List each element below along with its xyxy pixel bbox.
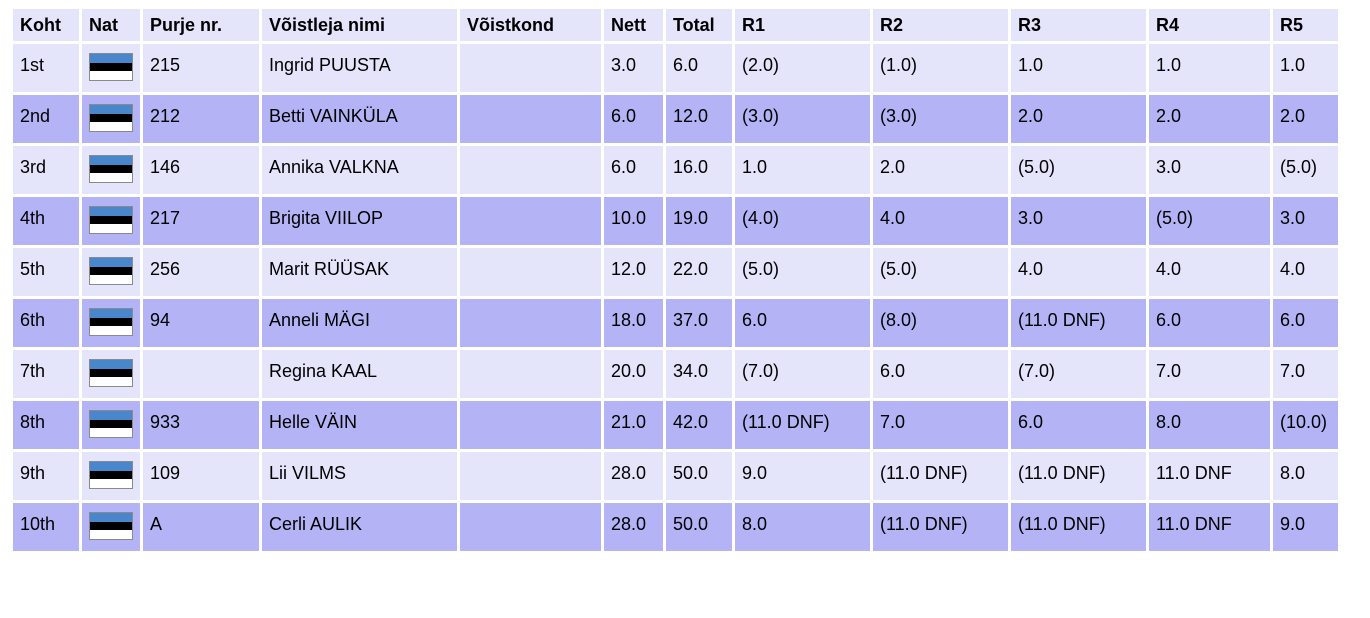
- place-cell: 4th: [13, 197, 79, 245]
- competitor-name-cell: Betti VAINKÜLA: [262, 95, 457, 143]
- place-cell: 5th: [13, 248, 79, 296]
- r1-cell: (11.0 DNF): [735, 401, 870, 449]
- estonia-flag-icon: [89, 206, 133, 234]
- header-total: Total: [666, 9, 732, 41]
- total-cell: 12.0: [666, 95, 732, 143]
- r5-cell: 9.0: [1273, 503, 1338, 551]
- total-cell: 6.0: [666, 44, 732, 92]
- competitor-name-cell: Ingrid PUUSTA: [262, 44, 457, 92]
- r2-cell: (5.0): [873, 248, 1008, 296]
- place-cell: 6th: [13, 299, 79, 347]
- r5-cell: 1.0: [1273, 44, 1338, 92]
- r3-cell: 2.0: [1011, 95, 1146, 143]
- r4-cell: 8.0: [1149, 401, 1270, 449]
- r4-cell: 7.0: [1149, 350, 1270, 398]
- r5-cell: (10.0): [1273, 401, 1338, 449]
- nett-cell: 20.0: [604, 350, 663, 398]
- r5-cell: 7.0: [1273, 350, 1338, 398]
- r5-cell: 8.0: [1273, 452, 1338, 500]
- nett-cell: 12.0: [604, 248, 663, 296]
- r2-cell: (3.0): [873, 95, 1008, 143]
- flag-cell: [82, 401, 140, 449]
- flag-cell: [82, 197, 140, 245]
- total-cell: 42.0: [666, 401, 732, 449]
- nett-cell: 18.0: [604, 299, 663, 347]
- r3-cell: (11.0 DNF): [1011, 503, 1146, 551]
- table-row: [13, 452, 1338, 500]
- results-table: [10, 6, 1341, 554]
- r4-cell: 1.0: [1149, 44, 1270, 92]
- header-koht: Koht: [13, 9, 79, 41]
- r1-cell: (7.0): [735, 350, 870, 398]
- team-cell: [460, 299, 601, 347]
- flag-cell: [82, 146, 140, 194]
- place-cell: 9th: [13, 452, 79, 500]
- r2-cell: (11.0 DNF): [873, 503, 1008, 551]
- sail-number-cell: 215: [143, 44, 259, 92]
- flag-cell: [82, 503, 140, 551]
- header-r1: R1: [735, 9, 870, 41]
- total-cell: 34.0: [666, 350, 732, 398]
- header-r4: R4: [1149, 9, 1270, 41]
- header-nett: Nett: [604, 9, 663, 41]
- sail-number-cell: 212: [143, 95, 259, 143]
- sail-number-cell: 146: [143, 146, 259, 194]
- team-cell: [460, 503, 601, 551]
- r4-cell: 3.0: [1149, 146, 1270, 194]
- estonia-flag-icon: [89, 308, 133, 336]
- r3-cell: (11.0 DNF): [1011, 452, 1146, 500]
- team-cell: [460, 401, 601, 449]
- header-r3: R3: [1011, 9, 1146, 41]
- competitor-name-cell: Annika VALKNA: [262, 146, 457, 194]
- flag-cell: [82, 95, 140, 143]
- r3-cell: (7.0): [1011, 350, 1146, 398]
- team-cell: [460, 44, 601, 92]
- competitor-name-cell: Marit RÜÜSAK: [262, 248, 457, 296]
- header-r2: R2: [873, 9, 1008, 41]
- flag-cell: [82, 452, 140, 500]
- table-row: [13, 401, 1338, 449]
- competitor-name-cell: Lii VILMS: [262, 452, 457, 500]
- r3-cell: (5.0): [1011, 146, 1146, 194]
- r2-cell: 6.0: [873, 350, 1008, 398]
- r1-cell: 9.0: [735, 452, 870, 500]
- table-row: [13, 299, 1338, 347]
- total-cell: 50.0: [666, 503, 732, 551]
- r4-cell: 11.0 DNF: [1149, 452, 1270, 500]
- nett-cell: 3.0: [604, 44, 663, 92]
- r4-cell: (5.0): [1149, 197, 1270, 245]
- r5-cell: 6.0: [1273, 299, 1338, 347]
- table-row: [13, 197, 1338, 245]
- competitor-name-cell: Helle VÄIN: [262, 401, 457, 449]
- team-cell: [460, 248, 601, 296]
- r3-cell: 6.0: [1011, 401, 1146, 449]
- nett-cell: 10.0: [604, 197, 663, 245]
- r2-cell: 2.0: [873, 146, 1008, 194]
- place-cell: 1st: [13, 44, 79, 92]
- header-voistkond: Võistkond: [460, 9, 601, 41]
- sail-number-cell: A: [143, 503, 259, 551]
- team-cell: [460, 146, 601, 194]
- flag-cell: [82, 350, 140, 398]
- r1-cell: 6.0: [735, 299, 870, 347]
- r5-cell: 4.0: [1273, 248, 1338, 296]
- total-cell: 16.0: [666, 146, 732, 194]
- table-row: [13, 146, 1338, 194]
- estonia-flag-icon: [89, 410, 133, 438]
- flag-cell: [82, 299, 140, 347]
- nett-cell: 21.0: [604, 401, 663, 449]
- total-cell: 22.0: [666, 248, 732, 296]
- estonia-flag-icon: [89, 359, 133, 387]
- header-nat: Nat: [82, 9, 140, 41]
- r5-cell: 2.0: [1273, 95, 1338, 143]
- r1-cell: (4.0): [735, 197, 870, 245]
- flag-cell: [82, 248, 140, 296]
- table-row: [13, 503, 1338, 551]
- estonia-flag-icon: [89, 155, 133, 183]
- sail-number-cell: [143, 350, 259, 398]
- table-row: [13, 95, 1338, 143]
- table-row: [13, 44, 1338, 92]
- nett-cell: 6.0: [604, 95, 663, 143]
- header-purje-nr: Purje nr.: [143, 9, 259, 41]
- sail-number-cell: 933: [143, 401, 259, 449]
- r1-cell: 8.0: [735, 503, 870, 551]
- place-cell: 8th: [13, 401, 79, 449]
- team-cell: [460, 197, 601, 245]
- team-cell: [460, 350, 601, 398]
- estonia-flag-icon: [89, 53, 133, 81]
- place-cell: 7th: [13, 350, 79, 398]
- r3-cell: (11.0 DNF): [1011, 299, 1146, 347]
- r3-cell: 3.0: [1011, 197, 1146, 245]
- sail-number-cell: 217: [143, 197, 259, 245]
- competitor-name-cell: Cerli AULIK: [262, 503, 457, 551]
- r2-cell: (11.0 DNF): [873, 452, 1008, 500]
- total-cell: 50.0: [666, 452, 732, 500]
- nett-cell: 28.0: [604, 452, 663, 500]
- sail-number-cell: 256: [143, 248, 259, 296]
- estonia-flag-icon: [89, 104, 133, 132]
- competitor-name-cell: Anneli MÄGI: [262, 299, 457, 347]
- r2-cell: 4.0: [873, 197, 1008, 245]
- r1-cell: (5.0): [735, 248, 870, 296]
- place-cell: 2nd: [13, 95, 79, 143]
- r4-cell: 11.0 DNF: [1149, 503, 1270, 551]
- r1-cell: (3.0): [735, 95, 870, 143]
- estonia-flag-icon: [89, 461, 133, 489]
- nett-cell: 6.0: [604, 146, 663, 194]
- flag-cell: [82, 44, 140, 92]
- r3-cell: 1.0: [1011, 44, 1146, 92]
- competitor-name-cell: Brigita VIILOP: [262, 197, 457, 245]
- r2-cell: 7.0: [873, 401, 1008, 449]
- team-cell: [460, 95, 601, 143]
- r4-cell: 6.0: [1149, 299, 1270, 347]
- header-r5: R5: [1273, 9, 1338, 41]
- nett-cell: 28.0: [604, 503, 663, 551]
- r5-cell: 3.0: [1273, 197, 1338, 245]
- r2-cell: (1.0): [873, 44, 1008, 92]
- competitor-name-cell: Regina KAAL: [262, 350, 457, 398]
- r5-cell: (5.0): [1273, 146, 1338, 194]
- r1-cell: (2.0): [735, 44, 870, 92]
- r3-cell: 4.0: [1011, 248, 1146, 296]
- r1-cell: 1.0: [735, 146, 870, 194]
- table-row: [13, 248, 1338, 296]
- r4-cell: 4.0: [1149, 248, 1270, 296]
- total-cell: 37.0: [666, 299, 732, 347]
- r2-cell: (8.0): [873, 299, 1008, 347]
- header-voistleja-nimi: Võistleja nimi: [262, 9, 457, 41]
- place-cell: 3rd: [13, 146, 79, 194]
- place-cell: 10th: [13, 503, 79, 551]
- table-row: [13, 350, 1338, 398]
- r4-cell: 2.0: [1149, 95, 1270, 143]
- header-row: [13, 9, 1338, 41]
- sail-number-cell: 109: [143, 452, 259, 500]
- sail-number-cell: 94: [143, 299, 259, 347]
- team-cell: [460, 452, 601, 500]
- total-cell: 19.0: [666, 197, 732, 245]
- estonia-flag-icon: [89, 512, 133, 540]
- estonia-flag-icon: [89, 257, 133, 285]
